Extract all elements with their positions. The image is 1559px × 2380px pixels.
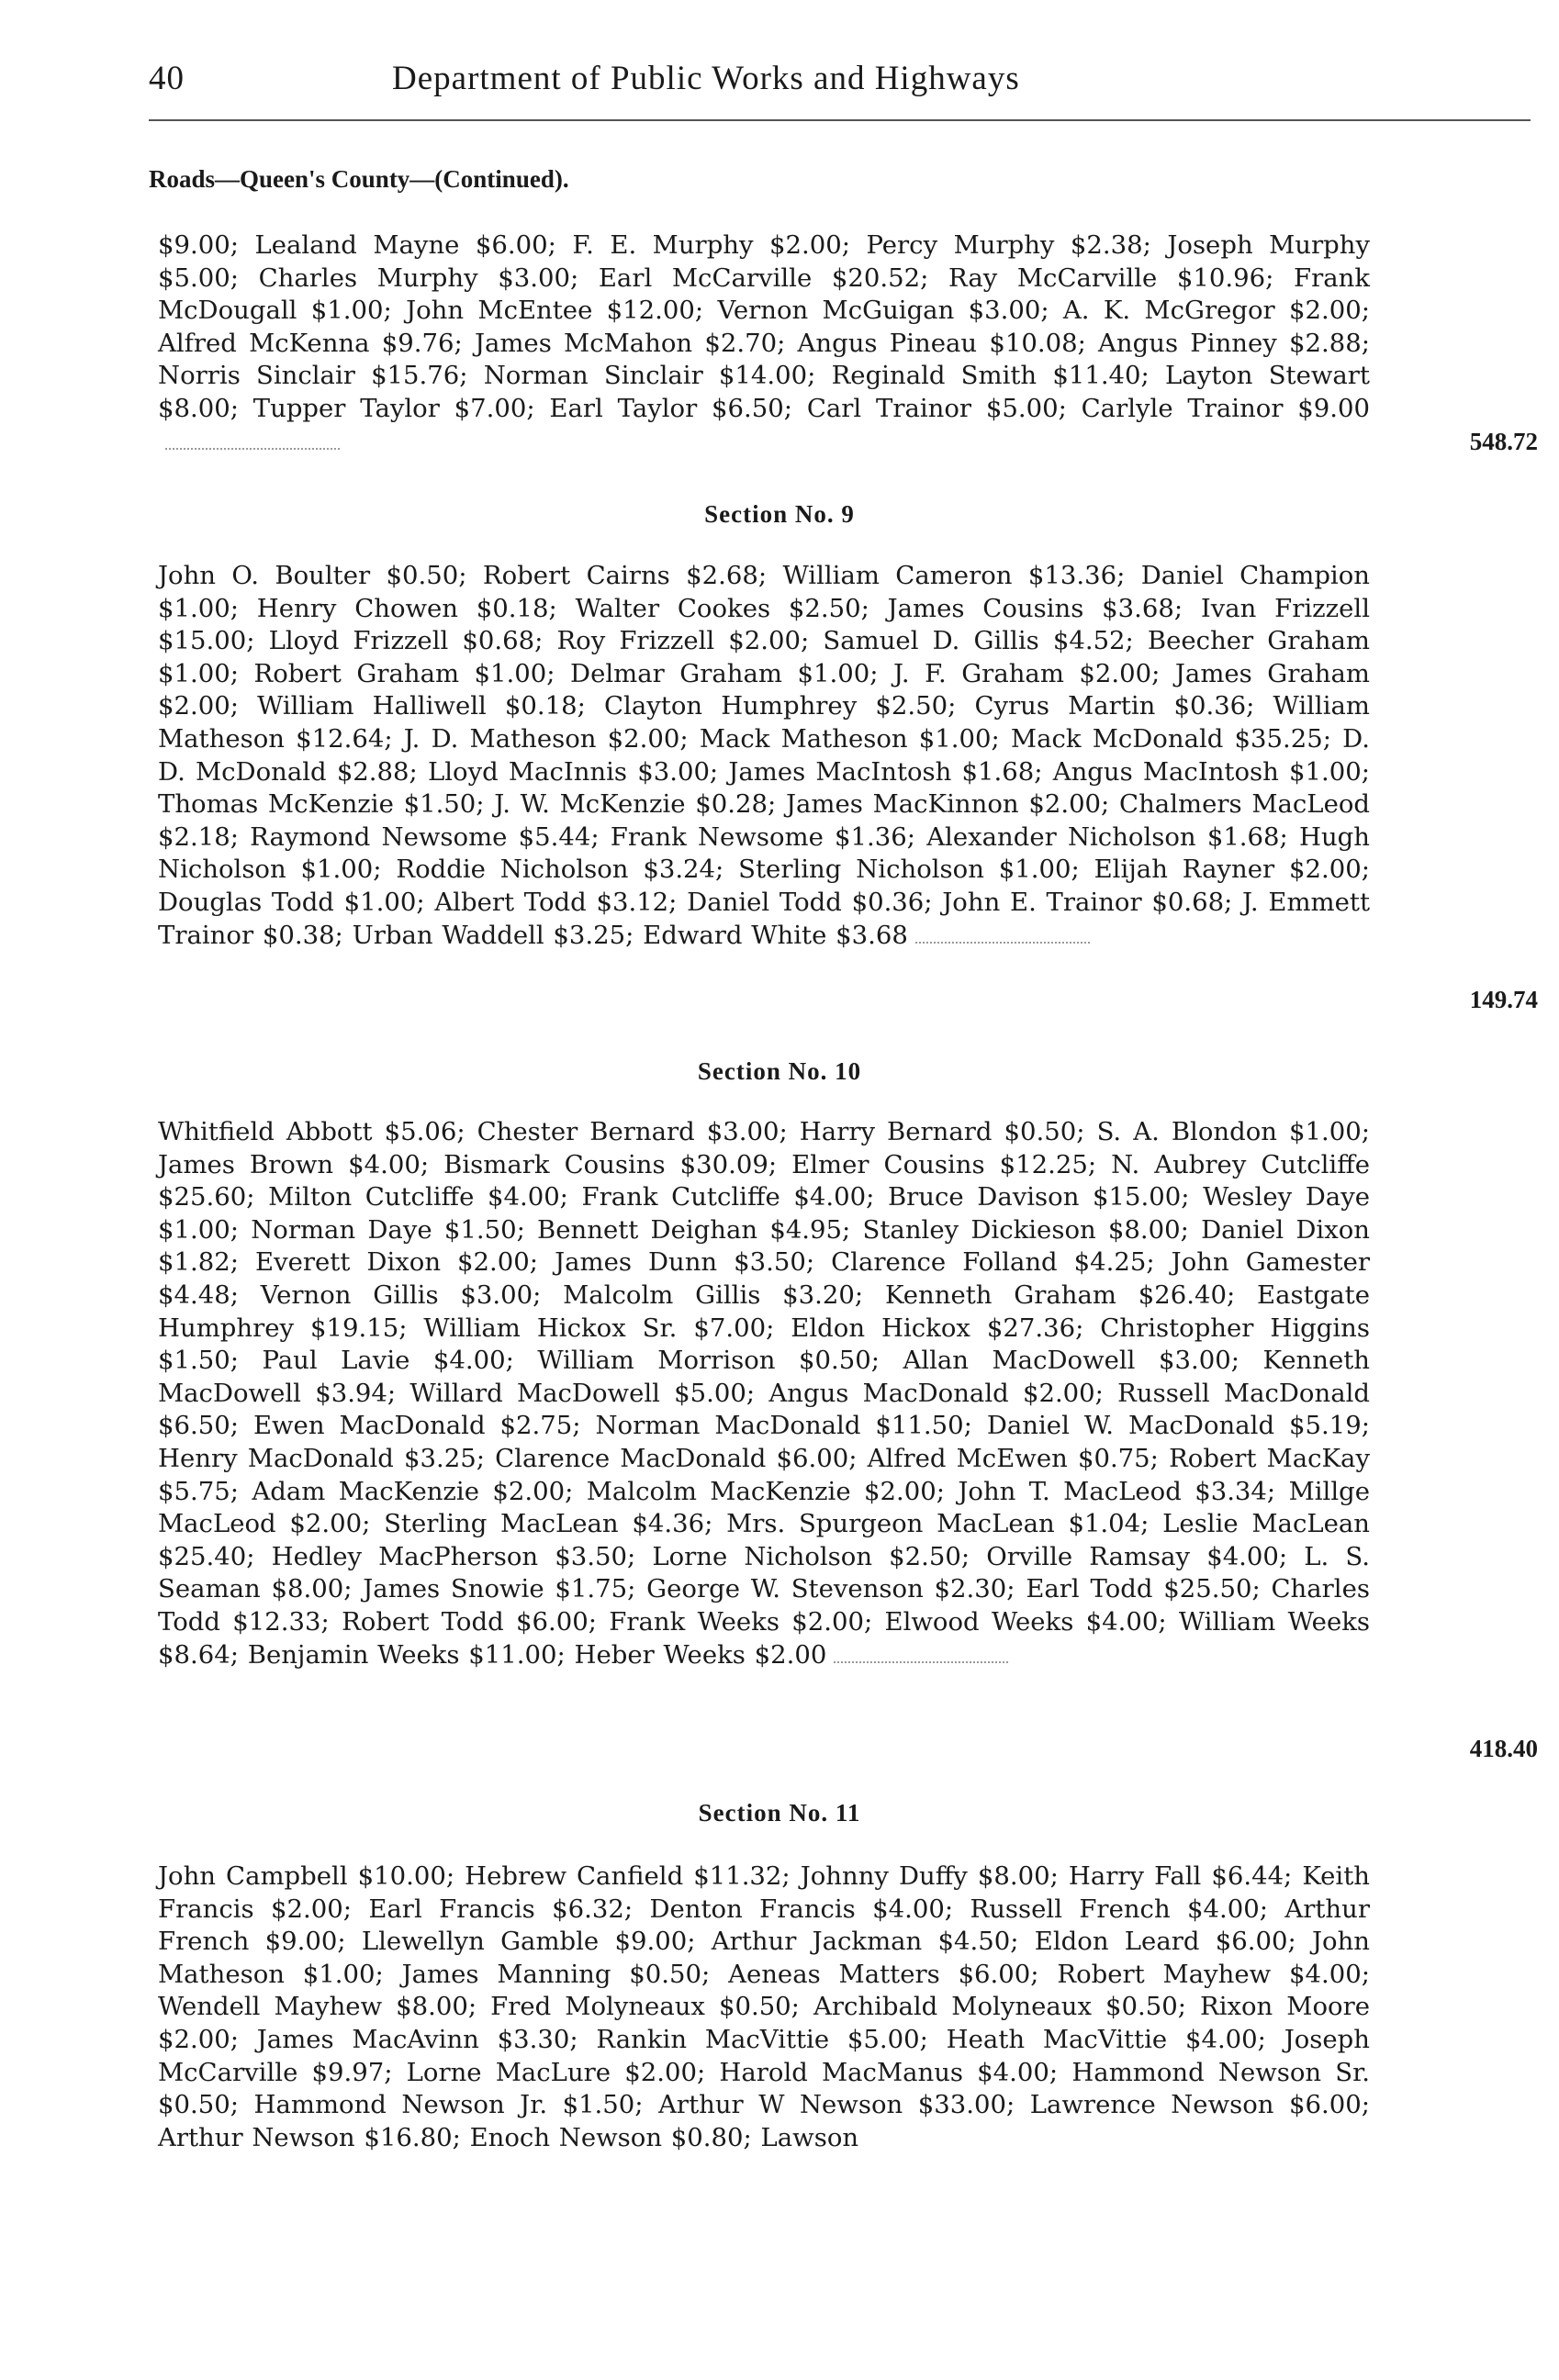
section-total: 548.72 bbox=[1469, 428, 1538, 455]
header-rule bbox=[149, 119, 1531, 121]
section-heading: Section No. 9 bbox=[704, 500, 855, 528]
dot-leader bbox=[834, 1654, 1008, 1663]
section-heading: Section No. 11 bbox=[698, 1799, 861, 1827]
section-heading: Section No. 10 bbox=[697, 1057, 862, 1085]
entry-paragraph bbox=[158, 229, 1370, 458]
section-total: 418.40 bbox=[1469, 1735, 1538, 1762]
entry-text: $9.00; Lealand Mayne $6.00; F. E. Murphy $2.00; Percy Murphy $2.38; Joseph Murphy $5.00; Charles Murphy $3.00; Earl McCarville $20.52; Ray McCarville $10.96; Frank McDougall $1.00; John McEntee $12.00; Vernon McGuigan $3.00; A. K. McGregor $2.00; Alfred McKenna $9.76; James McMahon $2.70; Angus Pineau $10.08; Angus Pinney $2.88; Norris Sinclair $15.76; Norman Sinclair $14.00; Reginald Smith $11.40; Layton Stewart $8.00; Tupper Taylor $7.00; Earl Taylor $6.50; Carl Trainor $5.00; Carlyle Trainor $9.00 bbox=[158, 230, 1370, 423]
entry-paragraph bbox=[158, 1116, 1370, 1671]
continued-heading: Roads—Queen's County—(Continued). bbox=[149, 165, 569, 193]
running-header bbox=[149, 59, 1526, 114]
entry-text: John O. Boulter $0.50; Robert Cairns $2.68; William Cameron $13.36; Daniel Champion $1.00; Henry Chowen $0.18; Walter Cookes $2.50; James Cousins $3.68; Ivan Frizzell $15.00; Lloyd Frizzell $0.68; Roy Frizzell $2.00; Samuel D. Gillis $4.52; Beecher Graham $1.00; Robert Graham $1.00; Delmar Graham $1.00; J. F. Graham $2.00; James Graham $2.00; William Halliwell $0.18; Clayton Humphrey $2.50; Cyrus Martin $0.36; William Matheson $12.64; J. D. Matheson $2.00; Mack Matheson $1.00; Mack McDonald $35.25; D. D. McDonald $2.88; Lloyd MacInnis $3.00; James MacIntosh $1.68; Angus MacIntosh $1.00; Thomas McKenzie $1.50; J. W. McKenzie $0.28; James MacKinnon $2.00; Chalmers MacLeod $2.18; Raymond Newsome $5.44; Frank Newsome $1.36; Alexander Nicholson $1.68; Hugh Nicholson $1.00; Roddie Nicholson $3.24; Sterling Nicholson $1.00; Elijah Rayner $2.00; Douglas Todd $1.00; Albert Todd $3.12; Daniel Todd $0.36; John E. Trainor $0.68; J. Emmett Trainor $0.38; Urban Waddell $3.25; Edward White $3.68 bbox=[158, 561, 1370, 950]
section-total: 149.74 bbox=[1469, 986, 1538, 1013]
page-title: Department of Public Works and Highways bbox=[392, 60, 1020, 97]
entry-paragraph bbox=[158, 1860, 1370, 2154]
entry-text: Whitfield Abbott $5.06; Chester Bernard $3.00; Harry Bernard $0.50; S. A. Blondon $1.00; James Brown $4.00; Bismark Cousins $30.09; Elmer Cousins $12.25; N. Aubrey Cutcliffe $25.60; Milton Cutcliffe $4.00; Frank Cutcliffe $4.00; Bruce Davison $15.00; Wesley Daye $1.00; Norman Daye $1.50; Bennett Deighan $4.95; Stanley Dickieson $8.00; Daniel Dixon $1.82; Everett Dixon $2.00; James Dunn $3.50; Clarence Folland $4.25; John Gamester $4.48; Vernon Gillis $3.00; Malcolm Gillis $3.20; Kenneth Graham $26.40; Eastgate Humphrey $19.15; William Hickox Sr. $7.00; Eldon Hickox $27.36; Christopher Higgins $1.50; Paul Lavie $4.00; William Morrison $0.50; Allan MacDowell $3.00; Kenneth MacDowell $3.94; Willard MacDowell $5.00; Angus MacDonald $2.00; Russell MacDonald $6.50; Ewen MacDonald $2.75; Norman MacDonald $11.50; Daniel W. MacDonald $5.19; Henry MacDonald $3.25; Clarence MacDonald $6.00; Alfred McEwen $0.75; Robert MacKay $5.75; Adam MacKenzie $2.00; Malcolm MacKenzie $2.00; John T. MacLeod $3.34; Millge MacLeod $2.00; Sterling MacLean $4.36; Mrs. Spurgeon MacLean $1.04; Leslie MacLean $25.40; Hedley MacPherson $3.50; Lorne Nicholson $2.50; Orville Ramsay $4.00; L. S. Seaman $8.00; James Snowie $1.75; George W. Stevenson $2.30; Earl Todd $25.50; Charles Todd $12.33; Robert Todd $6.00; Frank Weeks $2.00; Elwood Weeks $4.00; William Weeks $8.64; Benjamin Weeks $11.00; Heber Weeks $2.00 bbox=[158, 1117, 1370, 1670]
dot-leader bbox=[915, 934, 1090, 944]
entry-text: John Campbell $10.00; Hebrew Canfield $11.32; Johnny Duffy $8.00; Harry Fall $6.44; Keith Francis $2.00; Earl Francis $6.32; Denton Francis $4.00; Russell French $4.00; Arthur French $9.00; Llewellyn Gamble $9.00; Arthur Jackman $4.50; Eldon Leard $6.00; John Matheson $1.00; James Manning $0.50; Aeneas Matters $6.00; Robert Mayhew $4.00; Wendell Mayhew $8.00; Fred Molyneaux $0.50; Archibald Molyneaux $0.50; Rixon Moore $2.00; James MacAvinn $3.30; Rankin MacVittie $5.00; Heath MacVittie $4.00; Joseph McCarville $9.97; Lorne MacLure $2.00; Harold MacManus $4.00; Hammond Newson Sr. $0.50; Hammond Newson Jr. $1.50; Arthur W Newson $33.00; Lawrence Newson $6.00; Arthur Newson $16.80; Enoch Newson $0.80; Lawson bbox=[158, 1861, 1370, 2152]
dot-leader bbox=[165, 441, 340, 450]
entry-paragraph bbox=[158, 560, 1370, 952]
page-number: 40 bbox=[149, 60, 185, 97]
